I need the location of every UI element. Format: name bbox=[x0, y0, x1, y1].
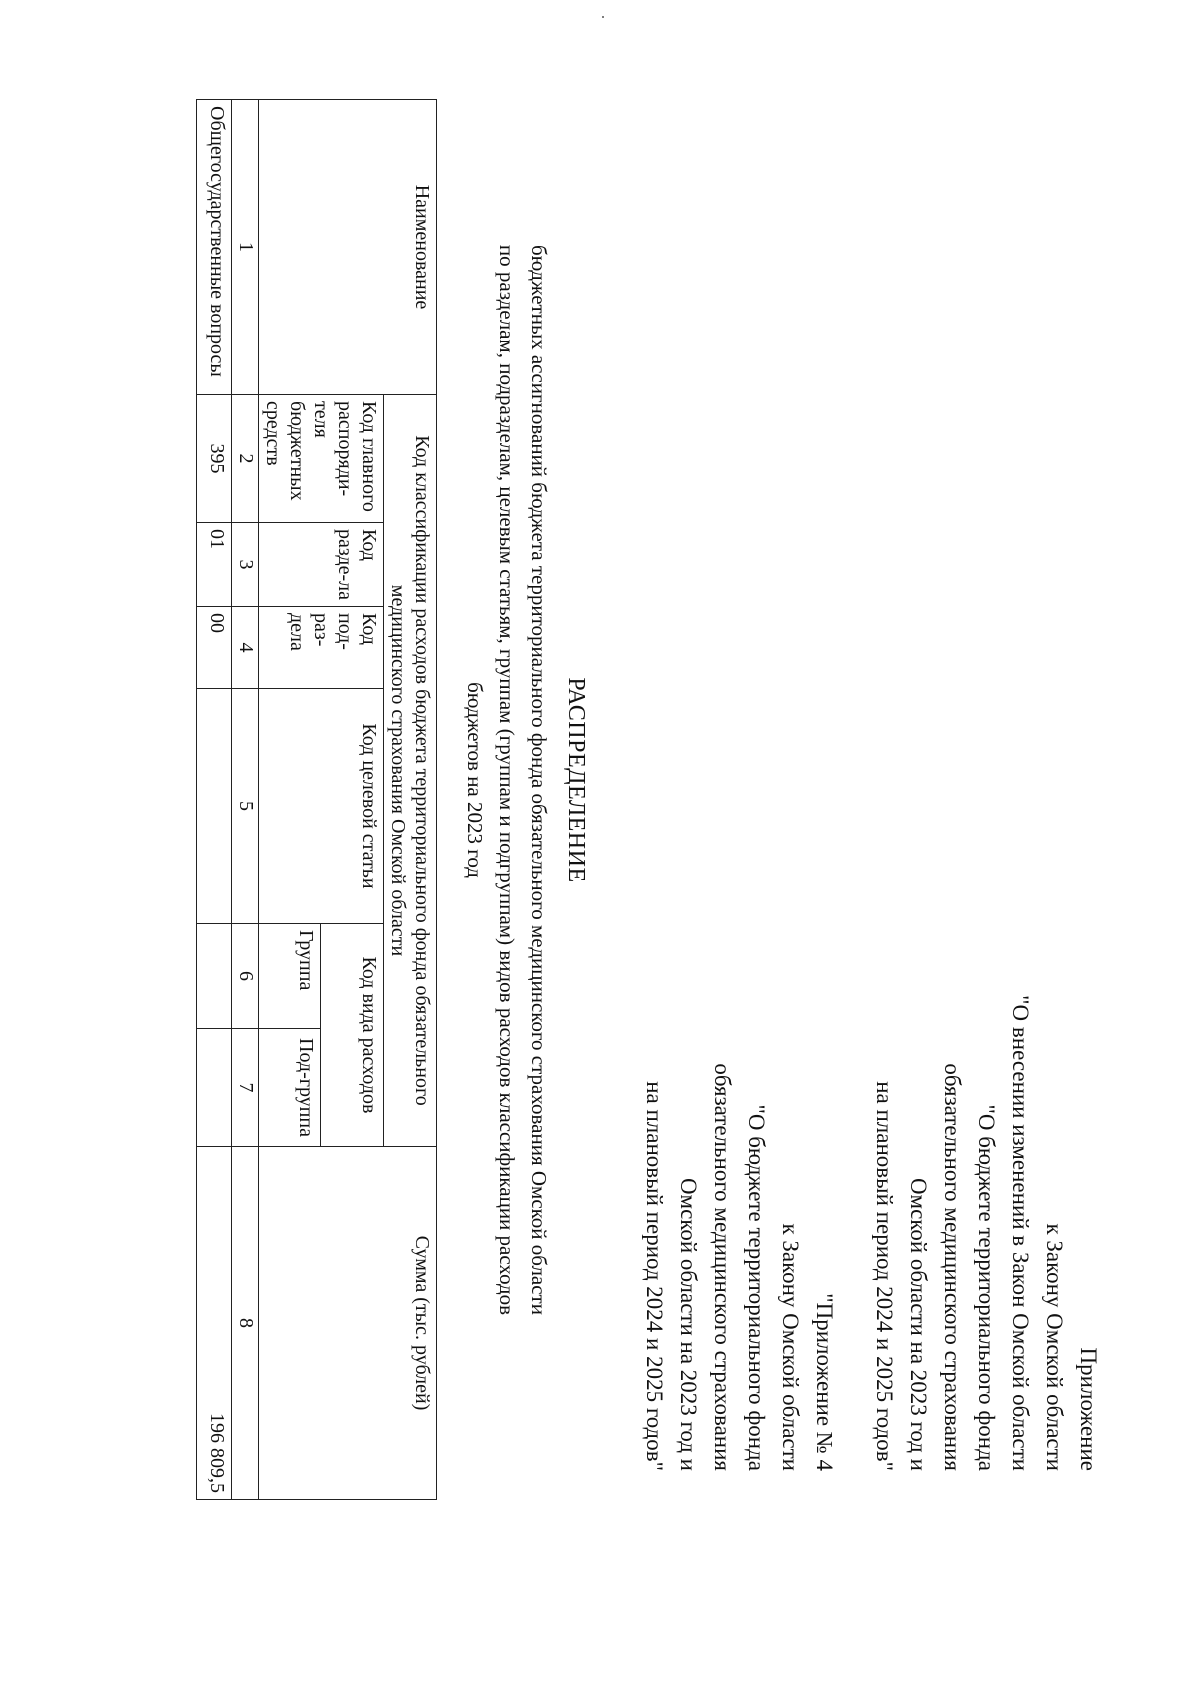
annex-line: к Закону Омской области bbox=[1042, 1223, 1067, 1471]
column-number: 2 bbox=[232, 395, 259, 523]
annex-line: "О бюджете территориального фонда bbox=[974, 1104, 999, 1471]
column-number: 3 bbox=[232, 523, 259, 607]
column-number: 8 bbox=[232, 1147, 259, 1500]
annex-line: "Приложение № 4 bbox=[812, 1293, 837, 1471]
cell-subsection: 00 bbox=[197, 607, 232, 689]
annex-line: Приложение bbox=[1076, 1347, 1101, 1471]
rotated-page bbox=[206, 55, 1105, 1505]
cell-target-article bbox=[197, 689, 232, 924]
header-target-article: Код целевой статьи bbox=[259, 689, 384, 924]
header-classification: Код классификации расходов бюджета территориального фонда обязательного медицинского страхования Омской области bbox=[384, 395, 437, 1147]
cell-group bbox=[197, 924, 232, 1029]
scan-speck bbox=[602, 16, 604, 18]
document-title: РАСПРЕДЕЛЕНИЕ bbox=[563, 677, 589, 883]
annex-line: "О бюджете территориального фонда bbox=[744, 1104, 769, 1471]
header-section: Код разде-ла bbox=[259, 523, 384, 607]
document-subtitle bbox=[459, 55, 555, 1505]
annex-line: "О внесении изменений в Закон Омской области bbox=[1008, 995, 1033, 1471]
allocation-table bbox=[196, 99, 437, 1500]
header-expense-type: Код вида расходов bbox=[321, 924, 384, 1147]
column-number: 6 bbox=[232, 924, 259, 1029]
header-group: Группа bbox=[259, 924, 322, 1029]
column-number: 4 bbox=[232, 607, 259, 689]
subtitle-line: бюджетных ассигнований бюджета территориального фонда обязательного медицинского страхования Омской области bbox=[527, 245, 551, 1315]
cell-name: Общегосударственные вопросы bbox=[197, 100, 232, 395]
header-subsection: Код под-раз-дела bbox=[259, 607, 384, 689]
annex-block-law-amendment bbox=[867, 995, 1105, 1471]
subtitle-line: бюджетов на 2023 год bbox=[463, 682, 487, 878]
cell-subgroup bbox=[197, 1029, 232, 1147]
table-row bbox=[197, 100, 232, 1500]
annex-line: Омской области на 2023 год и bbox=[676, 1177, 701, 1471]
cell-section: 01 bbox=[197, 523, 232, 607]
annex-line: обязательного медицинского страхования bbox=[940, 1063, 965, 1471]
annex-line: на плановый период 2024 и 2025 годов" bbox=[872, 1081, 897, 1471]
column-number: 7 bbox=[232, 1029, 259, 1147]
header-sum: Сумма (тыс. рублей) bbox=[259, 1147, 437, 1500]
annex-line: к Закону Омской области bbox=[778, 1223, 803, 1471]
column-number: 5 bbox=[232, 689, 259, 924]
header-name: Наименование bbox=[259, 100, 437, 395]
annex-line: Омской области на 2023 год и bbox=[906, 1177, 931, 1471]
subtitle-line: по разделам, подразделам, целевым статьям, группам (группам и подгруппам) видов расходов классификации расходов bbox=[495, 244, 519, 1316]
annex-block-appendix-4 bbox=[637, 1063, 841, 1471]
annex-line: обязательного медицинского страхования bbox=[710, 1063, 735, 1471]
column-number: 1 bbox=[232, 100, 259, 395]
cell-main-manager: 395 bbox=[197, 395, 232, 523]
header-subgroup: Под-группа bbox=[259, 1029, 322, 1147]
cell-sum: 196 809,5 bbox=[197, 1147, 232, 1500]
column-number-row bbox=[232, 100, 259, 1500]
annex-line: на плановый период 2024 и 2025 годов" bbox=[642, 1081, 667, 1471]
header-main-manager: Код главного распоряди-теля бюджетных средств bbox=[259, 395, 384, 523]
